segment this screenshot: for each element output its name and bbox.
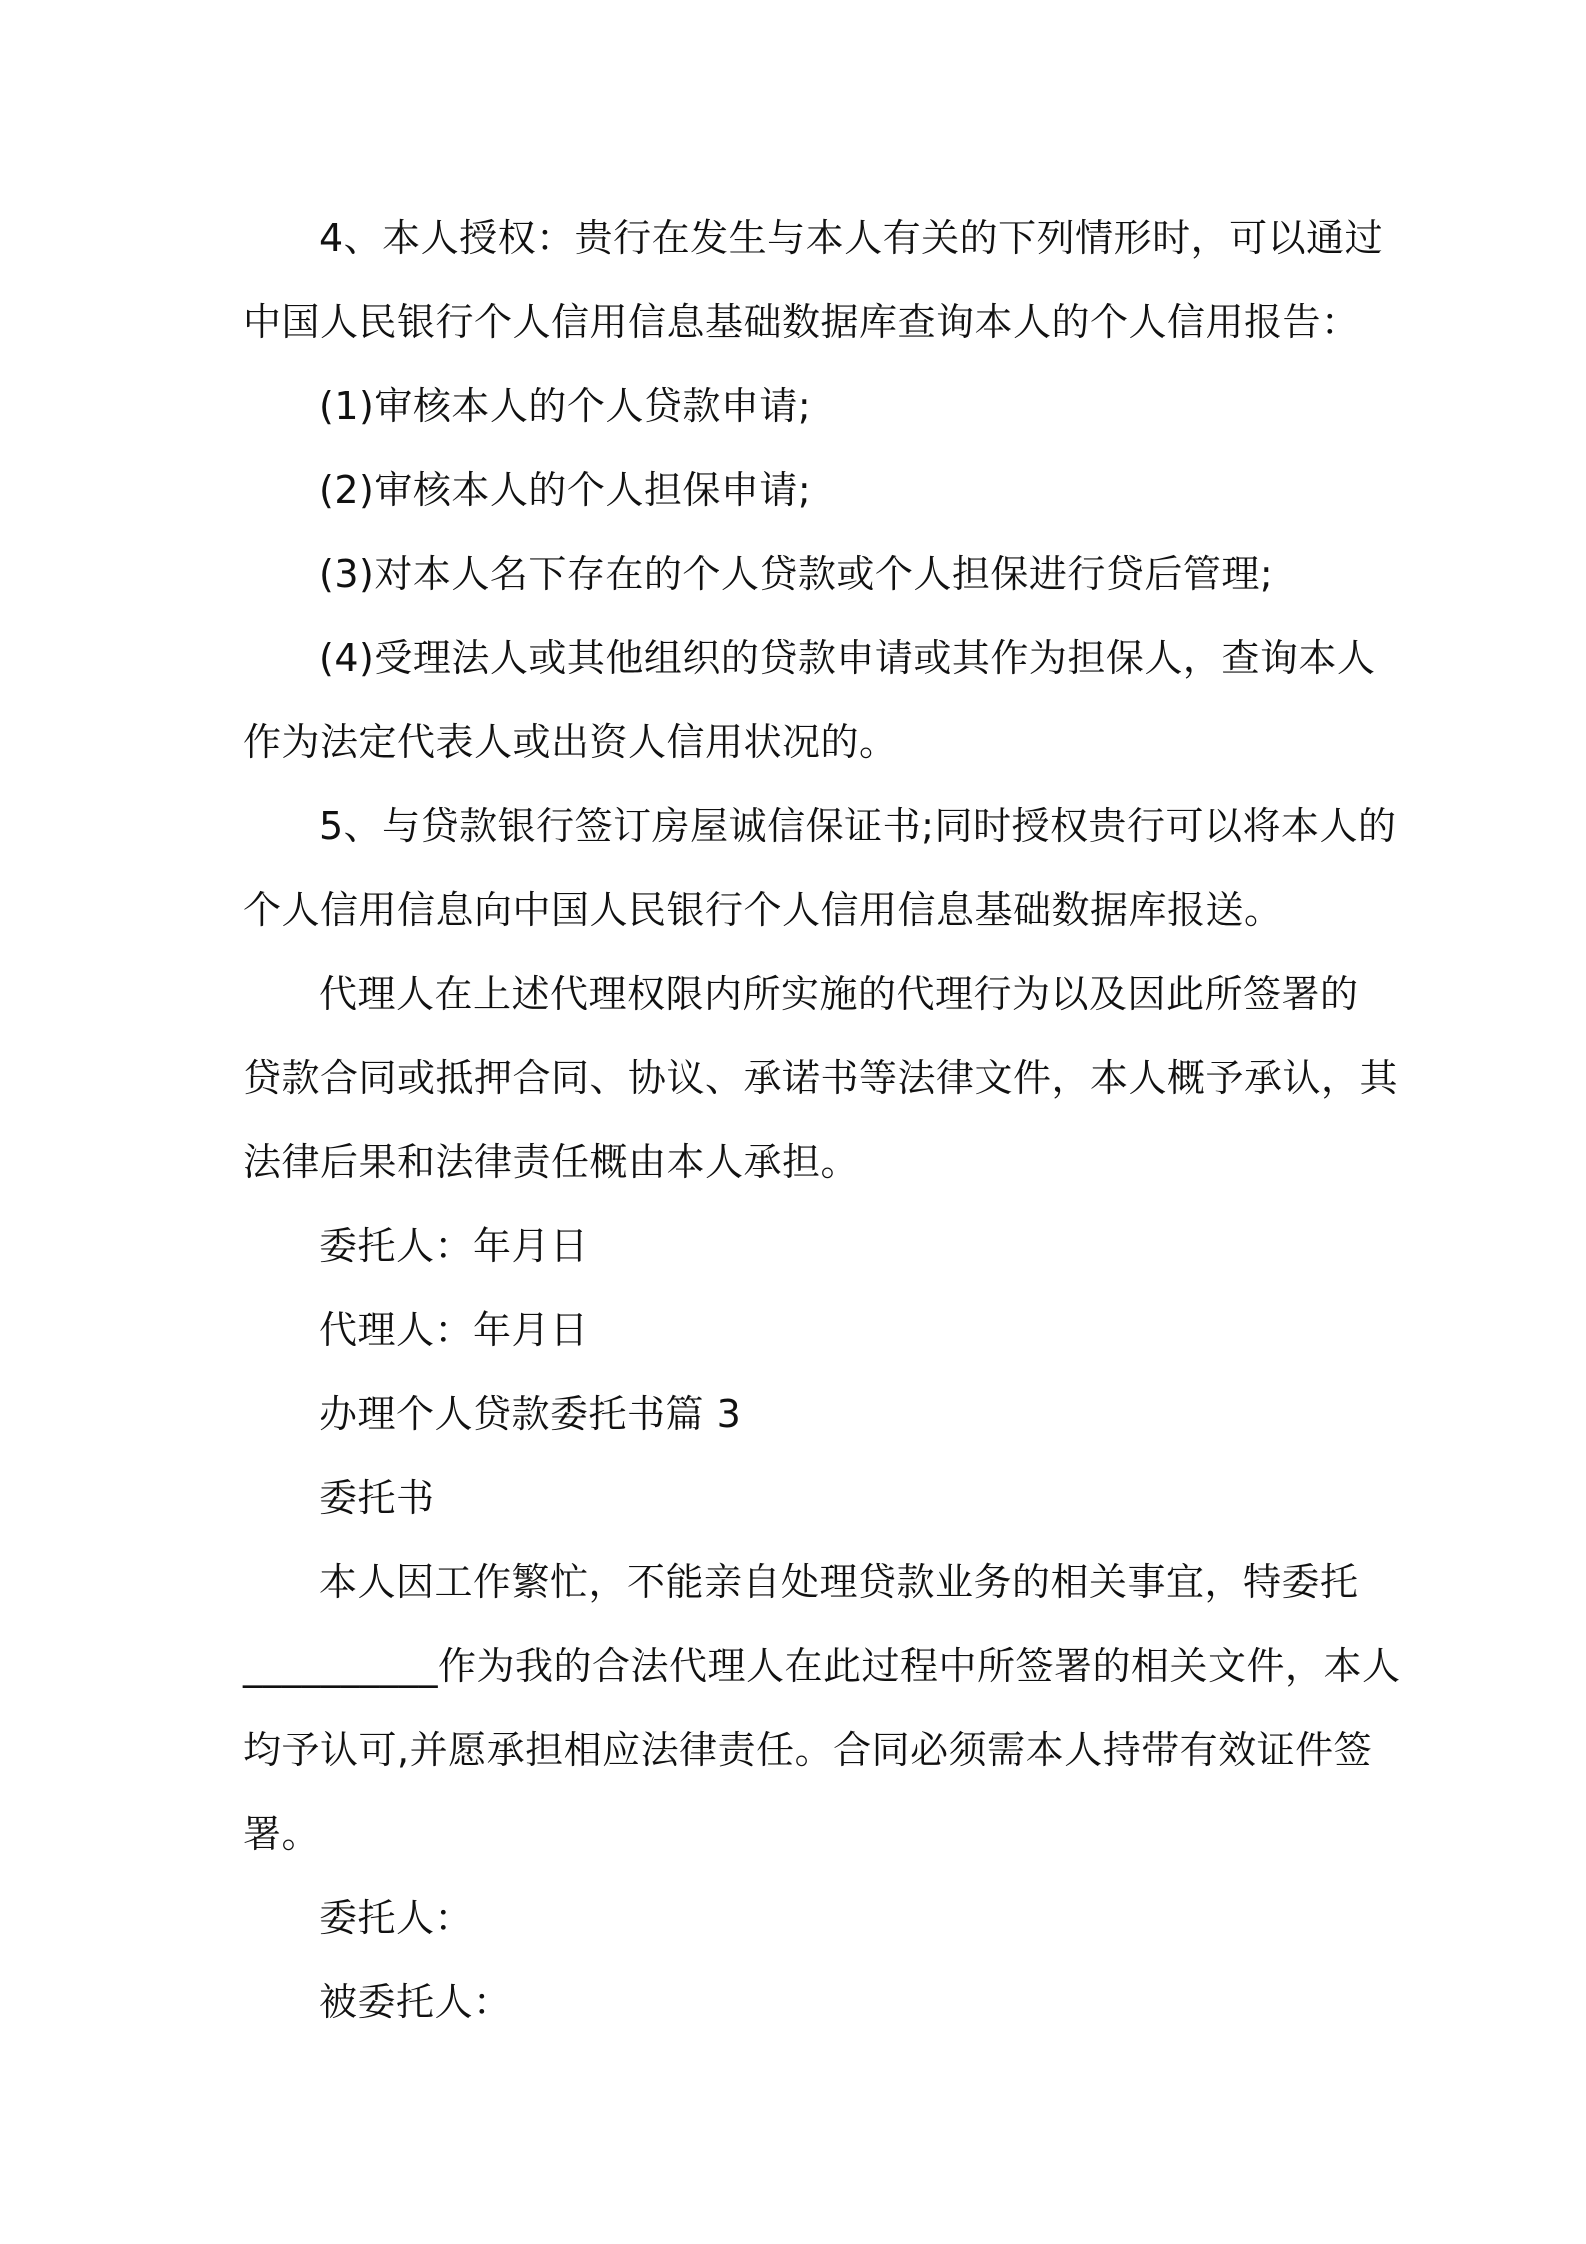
list-item-4-line-1: (4)受理法人或其他组织的贷款申请或其作为担保人，查询本人	[319, 636, 1376, 680]
list-item-1: (1)审核本人的个人贷款申请;	[319, 384, 812, 428]
section-heading: 办理个人贷款委托书篇 3	[319, 1392, 742, 1436]
document-title: 委托书	[319, 1476, 435, 1520]
entrust-paragraph-line-4: 署。	[243, 1812, 321, 1856]
clause-4-line-1: 4、本人授权：贵行在发生与本人有关的下列情形时，可以通过	[319, 216, 1384, 260]
entrust-paragraph-line-3: 均予认可,并愿承担相应法律责任。合同必须需本人持带有效证件签	[243, 1728, 1373, 1772]
principal-date-line: 委托人：年月日	[319, 1224, 589, 1268]
clause-5-line-2: 个人信用信息向中国人民银行个人信用信息基础数据库报送。	[243, 888, 1283, 932]
list-item-3: (3)对本人名下存在的个人贷款或个人担保进行贷后管理;	[319, 552, 1274, 596]
document-body	[243, 196, 1401, 2044]
agent-paragraph-line-3: 法律后果和法律责任概由本人承担。	[243, 1140, 860, 1184]
list-item-4-line-2: 作为法定代表人或出资人信用状况的。	[243, 720, 898, 764]
entrust-paragraph-line-1: 本人因工作繁忙，不能亲自处理贷款业务的相关事宜，特委托	[319, 1560, 1359, 1604]
entrust-paragraph-line-2: __________作为我的合法代理人在此过程中所签署的相关文件，本人	[243, 1644, 1401, 1688]
agent-paragraph-line-2: 贷款合同或抵押合同、协议、承诺书等法律文件，本人概予承认，其	[243, 1056, 1399, 1100]
principal-signature-label: 委托人：	[319, 1896, 474, 1940]
agent-date-line: 代理人：年月日	[319, 1308, 589, 1352]
clause-5-line-1: 5、与贷款银行签订房屋诚信保证书;同时授权贵行可以将本人的	[319, 804, 1397, 848]
agent-signature-label: 被委托人：	[319, 1980, 512, 2024]
clause-4-line-2: 中国人民银行个人信用信息基础数据库查询本人的个人信用报告：	[243, 300, 1360, 344]
agent-paragraph-line-1: 代理人在上述代理权限内所实施的代理行为以及因此所签署的	[319, 972, 1359, 1016]
list-item-2: (2)审核本人的个人担保申请;	[319, 468, 812, 512]
